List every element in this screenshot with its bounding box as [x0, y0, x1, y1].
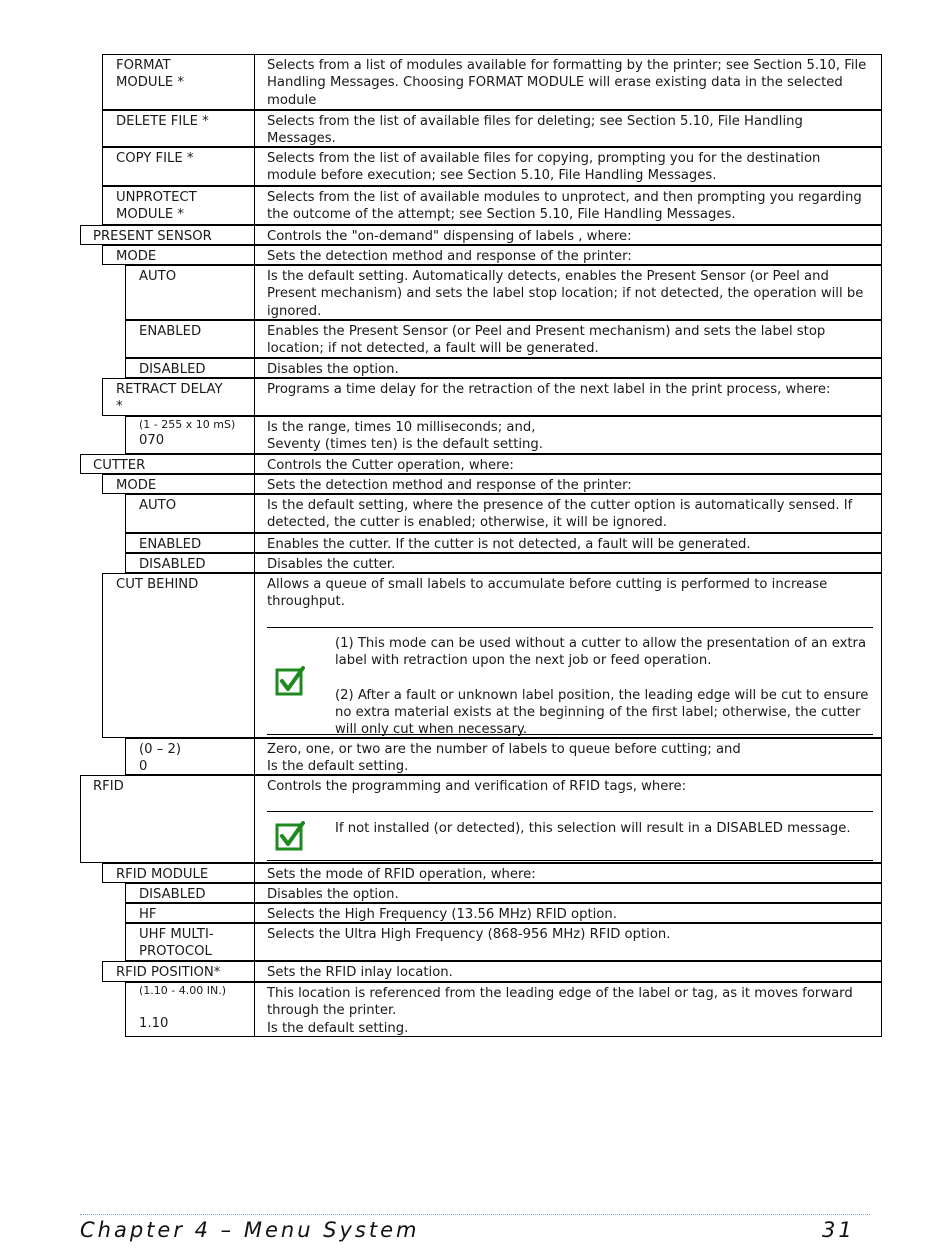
- menu-item-description: [254, 225, 882, 245]
- menu-item-description: [254, 416, 882, 454]
- term-label: DELETE FILE *: [116, 114, 209, 129]
- term-label: CUTTER: [93, 458, 146, 473]
- table-row: [0, 416, 950, 454]
- description-text: Programs a time delay for the retraction of the next label in the print process, where:: [267, 382, 831, 397]
- table-row: [0, 110, 950, 147]
- description-text: Selects from a list of modules available for formatting by the printer; see Section 5.10, File Handling Messages. Choosing FORMAT MODULE will erase existing data in the selected module: [267, 58, 867, 108]
- description-text: This location is referenced from the leading edge of the label or tag, as it moves forward through the printer. Is the default setting.: [267, 986, 853, 1036]
- menu-item-description: [254, 553, 882, 573]
- description-text: Sets the detection method and response of the printer:: [267, 249, 632, 264]
- description-text: Sets the RFID inlay location.: [267, 965, 453, 980]
- note-box: [267, 811, 873, 861]
- description-text: Disables the option.: [267, 362, 399, 377]
- menu-item-term: [125, 494, 255, 533]
- menu-item-term: [125, 738, 255, 775]
- term-label: FORMAT MODULE *: [116, 58, 185, 91]
- menu-item-term: [102, 245, 255, 265]
- menu-item-description: [254, 775, 882, 863]
- description-text: Enables the cutter. If the cutter is not detected, a fault will be generated.: [267, 537, 751, 552]
- menu-item-description: [254, 923, 882, 961]
- table-row: [0, 454, 950, 474]
- table-row: [0, 320, 950, 358]
- table-row: [0, 225, 950, 245]
- term-label: AUTO: [139, 498, 177, 513]
- menu-item-term: [125, 320, 255, 358]
- table-row: [0, 738, 950, 775]
- menu-item-description: [254, 883, 882, 903]
- menu-item-description: [254, 147, 882, 186]
- menu-item-description: [254, 110, 882, 147]
- description-text: Is the range, times 10 milliseconds; and, Seventy (times ten) is the default setting.: [267, 420, 543, 453]
- table-row: [0, 775, 950, 863]
- description-text: Selects from the list of available files for deleting; see Section 5.10, File Handling Messages.: [267, 114, 803, 147]
- menu-item-description: [254, 358, 882, 378]
- term-label: RFID POSITION*: [116, 965, 221, 980]
- description-text: Selects from the list of available modules to unprotect, and then prompting you regarding the outcome of the attempt; see Section 5.10, File Handling Messages.: [267, 190, 862, 223]
- term-label: 070: [139, 433, 165, 448]
- table-row: [0, 54, 950, 110]
- table-row: [0, 533, 950, 553]
- menu-item-term: [80, 775, 255, 863]
- menu-item-term: [102, 961, 255, 982]
- description-text: Is the default setting. Automatically detects, enables the Present Sensor (or Peel and Present mechanism) and sets the label stop location; if not detected, the operation will be ignored.: [267, 269, 864, 319]
- footer-page-number: 31: [822, 1218, 855, 1242]
- term-label: COPY FILE *: [116, 151, 194, 166]
- description-text: Selects the High Frequency (13.56 MHz) RFID option.: [267, 907, 617, 922]
- menu-item-term: [80, 454, 255, 474]
- menu-item-description: [254, 320, 882, 358]
- table-row: [0, 961, 950, 982]
- term-label: PRESENT SENSOR: [93, 229, 212, 244]
- table-row: [0, 358, 950, 378]
- table-row: [0, 378, 950, 416]
- table-row: [0, 147, 950, 186]
- term-range: (1.10 - 4.00 IN.): [139, 984, 226, 997]
- menu-item-term: [102, 186, 255, 225]
- term-label: MODE: [116, 249, 157, 264]
- table-row: [0, 863, 950, 883]
- menu-item-term: [102, 474, 255, 494]
- menu-item-description: [254, 533, 882, 553]
- table-row: [0, 474, 950, 494]
- menu-item-term: [125, 265, 255, 320]
- term-label: RETRACT DELAY *: [116, 382, 223, 415]
- term-label: 1.10: [139, 1016, 169, 1032]
- table-row: [0, 573, 950, 738]
- menu-item-description: [254, 245, 882, 265]
- note-box: [267, 627, 873, 738]
- menu-item-description: [254, 494, 882, 533]
- term-label: HF: [139, 907, 157, 922]
- menu-item-term: [102, 863, 255, 883]
- menu-item-term: [125, 903, 255, 923]
- menu-item-term: [125, 982, 255, 1037]
- menu-item-term: [102, 378, 255, 416]
- table-row: [0, 553, 950, 573]
- table-row: [0, 265, 950, 320]
- note-text: If not installed (or detected), this selection will result in a DISABLED message.: [335, 821, 851, 836]
- term-label: RFID: [93, 779, 124, 794]
- menu-item-description: [254, 982, 882, 1037]
- description-text: Disables the option.: [267, 887, 399, 902]
- footer-chapter: Chapter 4 – Menu System: [80, 1218, 420, 1242]
- table-row: [0, 245, 950, 265]
- menu-item-term: [125, 416, 255, 454]
- description-text: Sets the detection method and response of the printer:: [267, 478, 632, 493]
- term-label: AUTO: [139, 269, 177, 284]
- menu-item-description: [254, 863, 882, 883]
- menu-item-term: [125, 553, 255, 573]
- description-text: Controls the programming and verification of RFID tags, where:: [267, 779, 687, 794]
- menu-item-term: [102, 110, 255, 147]
- menu-item-term: [125, 533, 255, 553]
- menu-item-term: [102, 54, 255, 110]
- note-text: (1) This mode can be used without a cutter to allow the presentation of an extra label with retraction upon the next job or feed operation. (2) After a fault or unknown label position, the leading edge will be cut to ensure no extra material exists at the beginning of the first label; otherwise, the cutter will only cut when necessary.: [335, 636, 869, 738]
- term-label: MODE: [116, 478, 157, 493]
- term-label: UHF MULTI- PROTOCOL: [139, 927, 214, 960]
- description-text: Sets the mode of RFID operation, where:: [267, 867, 536, 882]
- menu-item-term: [80, 225, 255, 245]
- term-label: ENABLED: [139, 537, 202, 552]
- description-text: Disables the cutter.: [267, 557, 396, 572]
- table-row: [0, 186, 950, 225]
- table-row: [0, 903, 950, 923]
- table-row: [0, 923, 950, 961]
- menu-item-description: [254, 738, 882, 775]
- menu-item-description: [254, 454, 882, 474]
- term-label: (0 – 2) 0: [139, 742, 182, 775]
- term-label: DISABLED: [139, 557, 206, 572]
- term-label: RFID MODULE: [116, 867, 209, 882]
- footer-rule: [80, 1214, 870, 1215]
- menu-item-term: [125, 358, 255, 378]
- menu-item-description: [254, 378, 882, 416]
- term-label: DISABLED: [139, 887, 206, 902]
- description-text: Is the default setting, where the presence of the cutter option is automatically sensed. If detected, the cutter is enabled; otherwise, it will be ignored.: [267, 498, 853, 531]
- term-label: DISABLED: [139, 362, 206, 377]
- description-text: Controls the "on-demand" dispensing of labels , where:: [267, 229, 632, 244]
- description-text: Allows a queue of small labels to accumulate before cutting is performed to increase throughput.: [267, 577, 828, 610]
- menu-item-term: [102, 573, 255, 738]
- menu-item-term: [125, 883, 255, 903]
- menu-item-description: [254, 265, 882, 320]
- term-label: ENABLED: [139, 324, 202, 339]
- menu-item-description: [254, 474, 882, 494]
- description-text: Controls the Cutter operation, where:: [267, 458, 514, 473]
- menu-item-term: [125, 923, 255, 961]
- table-row: [0, 883, 950, 903]
- menu-item-description: [254, 54, 882, 110]
- description-text: Zero, one, or two are the number of labels to queue before cutting; and Is the default setting.: [267, 742, 741, 775]
- menu-item-description: [254, 573, 882, 738]
- description-text: Selects from the list of available files for copying, prompting you for the destination module before execution; see Section 5.10, File Handling Messages.: [267, 151, 821, 184]
- menu-item-description: [254, 961, 882, 982]
- menu-item-term: [102, 147, 255, 186]
- menu-item-description: [254, 186, 882, 225]
- term-label: CUT BEHIND: [116, 577, 199, 592]
- term-range: (1 - 255 x 10 mS): [139, 418, 236, 431]
- term-label: UNPROTECT MODULE *: [116, 190, 197, 223]
- table-row: [0, 494, 950, 533]
- checkmark-box-icon: [275, 666, 305, 696]
- description-text: Enables the Present Sensor (or Peel and Present mechanism) and sets the label stop location; if not detected, a fault will be generated.: [267, 324, 826, 357]
- table-row: [0, 982, 950, 1037]
- checkmark-box-icon: [275, 821, 305, 851]
- description-text: Selects the Ultra High Frequency (868-956 MHz) RFID option.: [267, 927, 671, 942]
- menu-item-description: [254, 903, 882, 923]
